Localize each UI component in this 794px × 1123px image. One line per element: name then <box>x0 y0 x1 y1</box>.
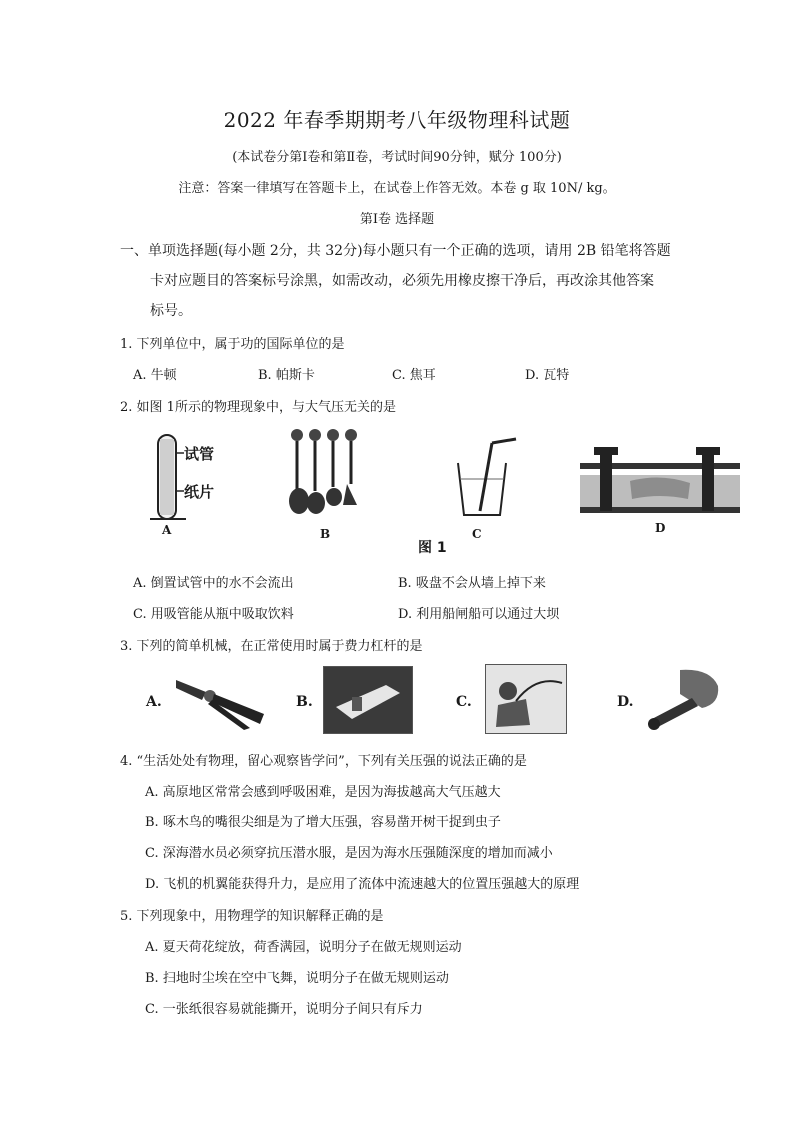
exam-info: (本试卷分第Ⅰ卷和第Ⅱ卷，考试时间90分钟，赋分 100分) <box>232 150 562 165</box>
fishing-rod-image <box>485 664 567 734</box>
label-paper: 纸片 <box>184 483 215 501</box>
q5-option-a: A. 夏天荷花绽放，荷香满园，说明分子在做无规则运动 <box>145 940 462 955</box>
section-instruction-line2: 卡对应题目的答案标号涂黑，如需改动，必须先用橡皮擦干净后，再改涂其他答案 <box>150 273 654 289</box>
q3-label-a: A. <box>146 694 162 710</box>
q1-option-c: C. 焦耳 <box>392 368 436 383</box>
section-instruction-line1: 一、单项选择题(每小题 2分，共 32分)每小题只有一个正确的选项，请用 2B 铅笔将答题 <box>120 243 671 259</box>
wrench-hand-image <box>640 664 725 734</box>
question-2-stem: 2. 如图 1所示的物理现象中，与大气压无关的是 <box>120 400 396 415</box>
q5-option-b: B. 扫地时尘埃在空中飞舞，说明分子在做无规则运动 <box>145 971 449 986</box>
figure-a-label: A <box>162 523 172 537</box>
question-3-stem: 3. 下列的简单机械，在正常使用时属于费力杠杆的是 <box>120 639 423 654</box>
bottle-opener-image <box>323 666 413 734</box>
figure-c-label: C <box>472 527 482 541</box>
figure-d-label: D <box>655 521 666 535</box>
q2-option-b: B. 吸盘不会从墙上掉下来 <box>398 576 546 591</box>
q1-option-d: D. 瓦特 <box>525 368 570 383</box>
suction-hooks-figure <box>285 429 370 524</box>
q3-label-c: C. <box>456 694 472 710</box>
q4-option-a: A. 高原地区常常会感到呼吸困难，是因为海拔越高大气压越大 <box>145 785 501 800</box>
exam-notice: 注意：答案一律填写在答题卡上，在试卷上作答无效。本卷 g 取 10N/ kg。 <box>178 181 616 196</box>
volume-heading: 第Ⅰ卷 选择题 <box>359 212 435 227</box>
q4-option-d: D. 飞机的机翼能获得升力，是应用了流体中流速越大的位置压强越大的原理 <box>145 877 580 892</box>
q2-option-a: A. 倒置试管中的水不会流出 <box>133 576 294 591</box>
q3-label-d: D. <box>617 694 634 710</box>
figure-1 <box>140 425 700 560</box>
q1-option-b: B. 帕斯卡 <box>258 368 315 383</box>
figure-1-caption: 图 1 <box>418 540 447 556</box>
q1-option-a: A. 牛顿 <box>133 368 177 383</box>
q2-option-c: C. 用吸管能从瓶中吸取饮料 <box>133 607 294 622</box>
q3-label-b: B. <box>296 694 313 710</box>
q2-option-d: D. 利用船闸船可以通过大坝 <box>398 607 560 622</box>
question-4-stem: 4. “生活处处有物理，留心观察皆学问”，下列有关压强的说法正确的是 <box>120 754 527 769</box>
label-test-tube: 试管 <box>184 445 215 463</box>
q4-option-b: B. 啄木鸟的嘴很尖细是为了增大压强，容易凿开树干捉到虫子 <box>145 815 501 830</box>
pliers-image <box>172 666 272 731</box>
glass-straw-figure <box>450 435 530 525</box>
page-title: 2022 年春季期期考八年级物理科试题 <box>223 108 571 132</box>
section-instruction-line3: 标号。 <box>150 303 192 319</box>
figure-b-label: B <box>320 527 331 541</box>
question-5-stem: 5. 下列现象中，用物理学的知识解释正确的是 <box>120 909 384 924</box>
question-1-stem: 1. 下列单位中，属于功的国际单位的是 <box>120 337 345 352</box>
q5-option-c: C. 一张纸很容易就能撕开，说明分子间只有斥力 <box>145 1002 423 1017</box>
ship-lock-figure <box>580 443 740 518</box>
q4-option-c: C. 深海潜水员必须穿抗压潜水服，是因为海水压强随深度的增加而减小 <box>145 846 553 861</box>
